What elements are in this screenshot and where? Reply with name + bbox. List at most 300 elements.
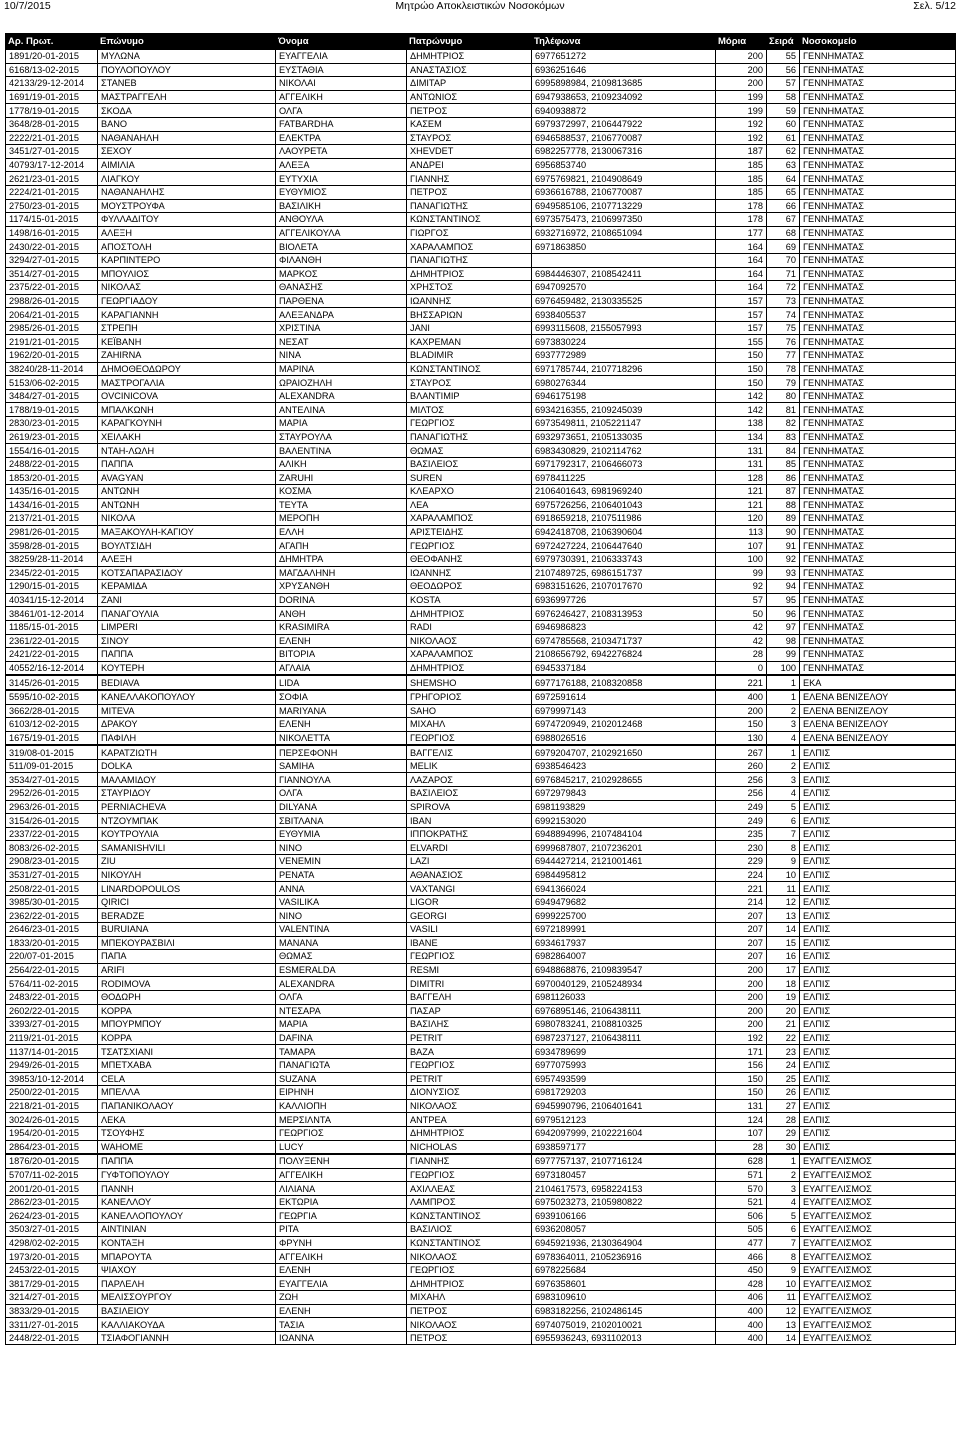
col-order-cell: 30 bbox=[767, 1140, 800, 1154]
col-hospital-cell: ΓΕΝΝΗΜΑΤΑΣ bbox=[800, 512, 956, 526]
col-points-cell: 187 bbox=[716, 145, 767, 159]
col-protocol-cell: 3451/27-01-2015 bbox=[6, 145, 98, 159]
col-points-cell: 628 bbox=[716, 1154, 767, 1168]
col-fathername-cell: ΘΕΟΔΩΡΟΣ bbox=[407, 580, 532, 594]
col-hospital-cell: ΕΛΠΙΣ bbox=[800, 855, 956, 869]
col-hospital-cell: ΓΕΝΝΗΜΑΤΑΣ bbox=[800, 485, 956, 499]
table-row bbox=[6, 185, 956, 199]
col-hospital-cell: ΓΕΝΝΗΜΑΤΑΣ bbox=[800, 172, 956, 186]
col-order-cell: 29 bbox=[767, 1126, 800, 1140]
col-hospital-cell: ΕΥΑΓΓΕΛΙΣΜΟΣ bbox=[800, 1318, 956, 1332]
col-phones-cell: 6956853740 bbox=[532, 158, 716, 172]
col-points-cell: 120 bbox=[716, 512, 767, 526]
col-surname-cell: ΦΥΛΛΑΔΙΤΟΥ bbox=[98, 213, 276, 227]
col-phones-cell: 6939106166 bbox=[532, 1209, 716, 1223]
col-surname-cell: ZANI bbox=[98, 593, 276, 607]
col-points-cell: 400 bbox=[716, 690, 767, 704]
table-row bbox=[6, 1304, 956, 1318]
col-surname-cell: BEDIAVA bbox=[98, 675, 276, 690]
col-hospital-cell: ΕΛΠΙΣ bbox=[800, 923, 956, 937]
col-hospital-cell: ΓΕΝΝΗΜΑΤΑΣ bbox=[800, 294, 956, 308]
col-points-cell: 121 bbox=[716, 485, 767, 499]
col-hospital-cell: ΓΕΝΝΗΜΑΤΑΣ bbox=[800, 77, 956, 91]
col-points-cell: 128 bbox=[716, 471, 767, 485]
col-hospital-cell: ΓΕΝΝΗΜΑΤΑΣ bbox=[800, 607, 956, 621]
table-row bbox=[6, 417, 956, 431]
col-phones-cell: 6973180457 bbox=[532, 1168, 716, 1182]
col-points-cell: 178 bbox=[716, 199, 767, 213]
col-points-cell: 121 bbox=[716, 498, 767, 512]
col-order-cell: 68 bbox=[767, 226, 800, 240]
col-hospital-cell: ΓΕΝΝΗΜΑΤΑΣ bbox=[800, 240, 956, 254]
col-points-cell: 178 bbox=[716, 213, 767, 227]
col-fathername-cell: ΑΧΙΛΛΕΑΣ bbox=[407, 1182, 532, 1196]
col-phones-cell: 6932716972, 2108651094 bbox=[532, 226, 716, 240]
col-fathername-cell: ΜΙΧΑΗΛ bbox=[407, 1291, 532, 1305]
col-surname-cell: ΚΑΝΕΛΛΟΥ bbox=[98, 1195, 276, 1209]
col-surname-cell: ΚΑΝΕΛΛΟΠΟΥΛΟΥ bbox=[98, 1209, 276, 1223]
col-protocol-header: Αρ. Πρωτ. bbox=[6, 34, 98, 50]
col-protocol-cell: 1853/20-01-2015 bbox=[6, 471, 98, 485]
col-hospital-cell: ΓΕΝΝΗΜΑΤΑΣ bbox=[800, 117, 956, 131]
col-name-cell: ΛΙΛΙΑΝΑ bbox=[276, 1182, 407, 1196]
col-points-cell: 157 bbox=[716, 294, 767, 308]
col-protocol-cell: 2985/26-01-2015 bbox=[6, 321, 98, 335]
col-name-cell: ΜΑΡΙΑ bbox=[276, 1018, 407, 1032]
col-protocol-cell: 1434/16-01-2015 bbox=[6, 498, 98, 512]
col-points-cell: 249 bbox=[716, 800, 767, 814]
table-row bbox=[6, 593, 956, 607]
col-name-cell: ΕΛΛΗ bbox=[276, 525, 407, 539]
col-fathername-cell: ΣΤΑΥΡΟΣ bbox=[407, 376, 532, 390]
col-order-cell: 27 bbox=[767, 1099, 800, 1113]
table-row bbox=[6, 294, 956, 308]
col-name-cell: ΤΑΣΙΑ bbox=[276, 1318, 407, 1332]
col-phones-cell: 6949585106, 2107713229 bbox=[532, 199, 716, 213]
col-phones-cell: 6983151626, 2107017670 bbox=[532, 580, 716, 594]
col-protocol-cell: 3393/27-01-2015 bbox=[6, 1018, 98, 1032]
col-fathername-cell: ΔΗΜΗΤΡΙΟΣ bbox=[407, 267, 532, 281]
col-fathername-cell: ΙΠΠΟΚΡΑΤΗΣ bbox=[407, 827, 532, 841]
col-points-cell: 185 bbox=[716, 158, 767, 172]
col-phones-cell: 6936251646 bbox=[532, 63, 716, 77]
col-order-cell: 1 bbox=[767, 1154, 800, 1168]
col-phones-cell: 6942418708, 2106390604 bbox=[532, 525, 716, 539]
col-order-cell: 1 bbox=[767, 745, 800, 759]
col-name-cell: ΝΙΝΟ bbox=[276, 841, 407, 855]
col-name-cell: ΜΑΡΙΑ bbox=[276, 417, 407, 431]
col-phones-cell: 6934789699 bbox=[532, 1045, 716, 1059]
table-row bbox=[6, 430, 956, 444]
col-surname-cell: ΨΙΑΧΟΥ bbox=[98, 1263, 276, 1277]
col-protocol-cell: 2421/22-01-2015 bbox=[6, 648, 98, 662]
col-hospital-cell: ΕΛΠΙΣ bbox=[800, 1126, 956, 1140]
col-protocol-cell: 3311/27-01-2015 bbox=[6, 1318, 98, 1332]
col-fathername-cell: ΓΙΩΡΓΟΣ bbox=[407, 226, 532, 240]
col-phones-cell: 6995898984, 2109813685 bbox=[532, 77, 716, 91]
col-fathername-cell: ΚΩΝΣΤΑΝΤΙΝΟΣ bbox=[407, 1209, 532, 1223]
col-protocol-cell: 1290/15-01-2015 bbox=[6, 580, 98, 594]
col-protocol-cell: 6168/13-02-2015 bbox=[6, 63, 98, 77]
col-hospital-cell: ΕΛΠΙΣ bbox=[800, 1018, 956, 1032]
col-name-cell: ΡΙΤΑ bbox=[276, 1223, 407, 1237]
col-phones-cell bbox=[532, 253, 716, 267]
col-protocol-cell: 3484/27-01-2015 bbox=[6, 389, 98, 403]
col-order-cell: 25 bbox=[767, 1072, 800, 1086]
col-order-cell: 13 bbox=[767, 1318, 800, 1332]
table-row bbox=[6, 172, 956, 186]
col-name-cell: ΕΥΤΥΧΙΑ bbox=[276, 172, 407, 186]
col-order-cell: 97 bbox=[767, 620, 800, 634]
col-phones-cell: 6971792317, 2106466073 bbox=[532, 457, 716, 471]
col-fathername-cell: ΠΑΝΑΓΙΩΤΗΣ bbox=[407, 199, 532, 213]
col-fathername-cell: ΓΕΩΡΓΙΟΣ bbox=[407, 731, 532, 745]
col-points-cell: 124 bbox=[716, 1113, 767, 1127]
col-order-cell: 55 bbox=[767, 50, 800, 64]
col-protocol-cell: 1498/16-01-2015 bbox=[6, 226, 98, 240]
col-fathername-cell: ΔΗΜΗΤΡΙΟΣ bbox=[407, 607, 532, 621]
col-phones-cell: 6999225700 bbox=[532, 909, 716, 923]
col-points-cell: 134 bbox=[716, 430, 767, 444]
table-row bbox=[6, 1223, 956, 1237]
col-phones-cell: 6936997726 bbox=[532, 593, 716, 607]
col-name-cell: VASILIKA bbox=[276, 895, 407, 909]
col-protocol-cell: 3985/30-01-2015 bbox=[6, 895, 98, 909]
col-phones-cell: 6976459482, 2130335525 bbox=[532, 294, 716, 308]
table-row bbox=[6, 50, 956, 64]
col-name-cell: ΜΑΝΑΝΑ bbox=[276, 936, 407, 950]
col-order-cell: 11 bbox=[767, 882, 800, 896]
col-name-cell: ΑΓΓΕΛΙΚΗ bbox=[276, 90, 407, 104]
col-phones-cell: 6976895146, 2106438111 bbox=[532, 1004, 716, 1018]
table-row bbox=[6, 731, 956, 745]
col-fathername-cell: ΒΑΖΑ bbox=[407, 1045, 532, 1059]
col-phones-cell: 6978225684 bbox=[532, 1263, 716, 1277]
table-row bbox=[6, 1045, 956, 1059]
col-surname-cell: ΣΤΑΥΡΙΔΟΥ bbox=[98, 787, 276, 801]
col-name-cell: ΕΛΕΝΗ bbox=[276, 634, 407, 648]
col-fathername-cell: RESMI bbox=[407, 963, 532, 977]
col-surname-cell: ΚΑΡΑΤΖΙΩΤΗ bbox=[98, 745, 276, 759]
col-hospital-cell: ΓΕΝΝΗΜΑΤΑΣ bbox=[800, 444, 956, 458]
col-hospital-cell: ΓΕΝΝΗΜΑΤΑΣ bbox=[800, 620, 956, 634]
col-surname-cell: RODIMOVA bbox=[98, 977, 276, 991]
col-order-cell: 9 bbox=[767, 855, 800, 869]
table-row bbox=[6, 566, 956, 580]
col-hospital-cell: ΕΛΠΙΣ bbox=[800, 963, 956, 977]
table-row bbox=[6, 936, 956, 950]
col-fathername-cell: ΓΕΩΡΓΙΟΣ bbox=[407, 1263, 532, 1277]
col-points-cell: 150 bbox=[716, 349, 767, 363]
table-row bbox=[6, 882, 956, 896]
col-fathername-cell: ΠΑΝΑΓΙΩΤΗΣ bbox=[407, 430, 532, 444]
col-fathername-cell: ΚΑΣΕΜ bbox=[407, 117, 532, 131]
col-name-cell: ΕΚΤΩΡΙΑ bbox=[276, 1195, 407, 1209]
col-phones-cell: 6976246427, 2108313953 bbox=[532, 607, 716, 621]
col-hospital-cell: ΕΚΑ bbox=[800, 675, 956, 690]
table-row bbox=[6, 199, 956, 213]
col-surname-cell: ΣΚΟΔΑ bbox=[98, 104, 276, 118]
col-points-cell: 150 bbox=[716, 1086, 767, 1100]
col-points-cell: 200 bbox=[716, 63, 767, 77]
col-phones-cell: 6979512123 bbox=[532, 1113, 716, 1127]
col-name-cell: ΡΕΝΑΤΑ bbox=[276, 868, 407, 882]
col-name-cell: ΓΙΑΝΝΟΥΛΑ bbox=[276, 773, 407, 787]
col-name-cell: ΠΑΝΑΓΙΩΤΑ bbox=[276, 1058, 407, 1072]
table-row bbox=[6, 498, 956, 512]
col-order-cell: 3 bbox=[767, 1182, 800, 1196]
col-protocol-cell: 2963/26-01-2015 bbox=[6, 800, 98, 814]
col-surname-cell: ΣΤΡΕΠΗ bbox=[98, 321, 276, 335]
col-surname-cell: ΑΙΝΤΙΝΙΑΝ bbox=[98, 1223, 276, 1237]
table-row bbox=[6, 308, 956, 322]
col-points-cell: 157 bbox=[716, 308, 767, 322]
col-surname-cell: ΚΑΛΛΙΑΚΟΥΔΑ bbox=[98, 1318, 276, 1332]
col-protocol-cell: 1778/19-01-2015 bbox=[6, 104, 98, 118]
col-hospital-cell: ΕΛΕΝΑ ΒΕΝΙΖΕΛΟΥ bbox=[800, 704, 956, 718]
col-fathername-cell: ΑΝΤΡΕΑ bbox=[407, 1113, 532, 1127]
col-surname-cell: ΚΑΡΑΓΚΟΥΝΗ bbox=[98, 417, 276, 431]
col-name-cell: LIDA bbox=[276, 675, 407, 690]
col-hospital-cell: ΕΛΠΙΣ bbox=[800, 990, 956, 1004]
col-surname-cell: MITEVA bbox=[98, 704, 276, 718]
col-points-cell: 199 bbox=[716, 90, 767, 104]
table-row bbox=[6, 1018, 956, 1032]
col-points-cell: 100 bbox=[716, 552, 767, 566]
col-order-cell: 10 bbox=[767, 868, 800, 882]
col-fathername-cell: ΒΑΣΙΛΗΣ bbox=[407, 1018, 532, 1032]
col-hospital-cell: ΕΛΠΙΣ bbox=[800, 800, 956, 814]
col-name-cell: ΦΡΥΝΗ bbox=[276, 1236, 407, 1250]
col-name-cell: LUCY bbox=[276, 1140, 407, 1154]
col-fathername-cell: KOSTA bbox=[407, 593, 532, 607]
col-order-header: Σειρά bbox=[767, 34, 800, 50]
col-protocol-cell: 39853/10-12-2014 bbox=[6, 1072, 98, 1086]
col-hospital-cell: ΕΛΕΝΑ ΒΕΝΙΖΕΛΟΥ bbox=[800, 731, 956, 745]
col-fathername-cell: ΔΙΟΝΥΣΙΟΣ bbox=[407, 1086, 532, 1100]
col-points-cell: 192 bbox=[716, 117, 767, 131]
col-surname-cell: ΠΑΠΑ bbox=[98, 950, 276, 964]
col-protocol-cell: 42133/29-12-2014 bbox=[6, 77, 98, 91]
col-name-cell: DAFINA bbox=[276, 1031, 407, 1045]
col-phones-cell: 6974720949, 2102012468 bbox=[532, 718, 716, 732]
col-order-cell: 14 bbox=[767, 923, 800, 937]
col-points-cell: 477 bbox=[716, 1236, 767, 1250]
col-order-cell: 69 bbox=[767, 240, 800, 254]
col-protocol-cell: 2119/21-01-2015 bbox=[6, 1031, 98, 1045]
col-points-cell: 207 bbox=[716, 923, 767, 937]
col-protocol-cell: 2646/23-01-2015 bbox=[6, 923, 98, 937]
col-points-cell: 521 bbox=[716, 1195, 767, 1209]
col-fathername-cell: ΙΒΑΝ bbox=[407, 814, 532, 828]
col-protocol-cell: 2619/23-01-2015 bbox=[6, 430, 98, 444]
col-points-cell: 400 bbox=[716, 1318, 767, 1332]
col-phones-cell: 6977757137, 2107716124 bbox=[532, 1154, 716, 1168]
col-surname-cell: ΠΑΝΑΓΟΥΛΙΑ bbox=[98, 607, 276, 621]
col-phones-cell: 6984446307, 2108542411 bbox=[532, 267, 716, 281]
col-fathername-cell: ΛΑΖΑΡΟΣ bbox=[407, 773, 532, 787]
page-header bbox=[0, 0, 960, 14]
table-row bbox=[6, 963, 956, 977]
col-fathername-cell: RADI bbox=[407, 620, 532, 634]
col-hospital-cell: ΓΕΝΝΗΜΑΤΑΣ bbox=[800, 267, 956, 281]
col-points-header: Μόρια bbox=[716, 34, 767, 50]
col-order-cell: 94 bbox=[767, 580, 800, 594]
col-surname-cell: ΠΑΝΝΗ bbox=[98, 1182, 276, 1196]
table-row bbox=[6, 868, 956, 882]
col-order-cell: 61 bbox=[767, 131, 800, 145]
col-hospital-cell: ΓΕΝΝΗΜΑΤΑΣ bbox=[800, 199, 956, 213]
col-points-cell: 450 bbox=[716, 1263, 767, 1277]
col-points-cell: 157 bbox=[716, 321, 767, 335]
col-points-cell: 113 bbox=[716, 525, 767, 539]
col-surname-cell: ΜΑΣΤΡΟΓΑΛΙΑ bbox=[98, 376, 276, 390]
col-name-cell: ΟΛΓΑ bbox=[276, 787, 407, 801]
table-row bbox=[6, 1263, 956, 1277]
col-order-cell: 62 bbox=[767, 145, 800, 159]
col-hospital-cell: ΕΛΠΙΣ bbox=[800, 1113, 956, 1127]
col-surname-cell: ΜΠΕΚΟΥΡΑΣΒΙΛΙ bbox=[98, 936, 276, 950]
col-fathername-cell: VASILI bbox=[407, 923, 532, 937]
col-points-cell: 207 bbox=[716, 950, 767, 964]
col-hospital-cell: ΓΕΝΝΗΜΑΤΑΣ bbox=[800, 158, 956, 172]
col-surname-cell: PERNIACHEVA bbox=[98, 800, 276, 814]
col-phones-cell: 6981126033 bbox=[532, 990, 716, 1004]
table-row bbox=[6, 539, 956, 553]
col-order-cell: 7 bbox=[767, 827, 800, 841]
col-order-cell: 16 bbox=[767, 950, 800, 964]
col-phones-cell: 6957493599 bbox=[532, 1072, 716, 1086]
col-name-cell: ΘΩΜΑΣ bbox=[276, 950, 407, 964]
col-phones-cell: 6993115608, 2155057993 bbox=[532, 321, 716, 335]
col-points-cell: 505 bbox=[716, 1223, 767, 1237]
col-order-cell: 24 bbox=[767, 1058, 800, 1072]
col-hospital-cell: ΓΕΝΝΗΜΑΤΑΣ bbox=[800, 104, 956, 118]
col-hospital-cell: ΕΥΑΓΓΕΛΙΣΜΟΣ bbox=[800, 1331, 956, 1345]
col-protocol-cell: 2361/22-01-2015 bbox=[6, 634, 98, 648]
col-phones-cell: 6977651272 bbox=[532, 50, 716, 64]
col-phones-cell: 6973549811, 2105221147 bbox=[532, 417, 716, 431]
col-fathername-cell: ΠΕΤΡΟΣ bbox=[407, 185, 532, 199]
col-hospital-cell: ΓΕΝΝΗΜΑΤΑΣ bbox=[800, 90, 956, 104]
col-points-cell: 185 bbox=[716, 172, 767, 186]
table-row bbox=[6, 253, 956, 267]
col-surname-cell: ΛΙΑΓΚΟΥ bbox=[98, 172, 276, 186]
col-surname-cell: ΜΟΥΣΤΡΟΥΦΑ bbox=[98, 199, 276, 213]
col-name-cell: ΕΥΑΓΓΕΛΙΑ bbox=[276, 50, 407, 64]
col-fathername-cell: ΣΤΑΥΡΟΣ bbox=[407, 131, 532, 145]
table-row bbox=[6, 827, 956, 841]
header-row bbox=[6, 34, 956, 50]
col-order-cell: 18 bbox=[767, 977, 800, 991]
table-row bbox=[6, 1209, 956, 1223]
col-fathername-cell: ΠΕΤΡΟΣ bbox=[407, 1304, 532, 1318]
col-phones-cell: 6936616788, 2106770087 bbox=[532, 185, 716, 199]
col-fathername-cell: ΒΗΣΣΑΡΙΩΝ bbox=[407, 308, 532, 322]
col-name-cell: ΕΛΕΝΗ bbox=[276, 1304, 407, 1318]
col-name-cell: ΝΤΕΣΑΡΑ bbox=[276, 1004, 407, 1018]
col-fathername-cell: ΒΑΓΓΕΛΙΣ bbox=[407, 745, 532, 759]
table-row bbox=[6, 240, 956, 254]
col-points-cell: 142 bbox=[716, 389, 767, 403]
col-phones-cell: 6976845217, 2102928655 bbox=[532, 773, 716, 787]
col-fathername-cell: ΒΑΣΙΛΕΙΟΣ bbox=[407, 457, 532, 471]
col-fathername-cell: DIMITRI bbox=[407, 977, 532, 991]
col-name-cell: ΛΑΟΥΡΕΤΑ bbox=[276, 145, 407, 159]
col-name-cell: ΑΓΓΕΛΙΚΟΥΛΑ bbox=[276, 226, 407, 240]
col-order-cell: 72 bbox=[767, 281, 800, 295]
col-points-cell: 256 bbox=[716, 773, 767, 787]
col-order-cell: 22 bbox=[767, 1031, 800, 1045]
col-phones-cell: 6982864007 bbox=[532, 950, 716, 964]
col-hospital-cell: ΕΛΠΙΣ bbox=[800, 950, 956, 964]
col-protocol-cell: 5595/10-02-2015 bbox=[6, 690, 98, 704]
col-surname-cell: ΣΕΧΟΥ bbox=[98, 145, 276, 159]
col-name-cell: ΑΓΑΠΗ bbox=[276, 539, 407, 553]
col-order-cell: 78 bbox=[767, 362, 800, 376]
col-phones-cell: 6938405537 bbox=[532, 308, 716, 322]
col-hospital-cell: ΓΕΝΝΗΜΑΤΑΣ bbox=[800, 430, 956, 444]
col-surname-cell: ΛΕΚΑ bbox=[98, 1113, 276, 1127]
col-name-cell: SUZANA bbox=[276, 1072, 407, 1086]
col-phones-cell: 6978364011, 2105236916 bbox=[532, 1250, 716, 1264]
table-row bbox=[6, 895, 956, 909]
col-hospital-cell: ΓΕΝΝΗΜΑΤΑΣ bbox=[800, 634, 956, 648]
col-phones-cell: 6983109610 bbox=[532, 1291, 716, 1305]
col-phones-cell: 6979997143 bbox=[532, 704, 716, 718]
col-phones-cell: 6977176188, 2108320858 bbox=[532, 675, 716, 690]
col-hospital-cell: ΓΕΝΝΗΜΑΤΑΣ bbox=[800, 403, 956, 417]
col-points-cell: 57 bbox=[716, 593, 767, 607]
col-hospital-cell: ΓΕΝΝΗΜΑΤΑΣ bbox=[800, 376, 956, 390]
col-order-cell: 2 bbox=[767, 1168, 800, 1182]
col-protocol-cell: 1891/20-01-2015 bbox=[6, 50, 98, 64]
col-order-cell: 64 bbox=[767, 172, 800, 186]
table-row bbox=[6, 1331, 956, 1345]
col-surname-cell: ΜΠΟΥΡΜΠΟΥ bbox=[98, 1018, 276, 1032]
col-hospital-cell: ΕΛΠΙΣ bbox=[800, 773, 956, 787]
table-row bbox=[6, 1250, 956, 1264]
col-name-cell: ΕΛΕΚΤΡΑ bbox=[276, 131, 407, 145]
col-phones-cell: 6945921936, 2130364904 bbox=[532, 1236, 716, 1250]
col-protocol-cell: 38240/28-11-2014 bbox=[6, 362, 98, 376]
col-order-cell: 79 bbox=[767, 376, 800, 390]
col-fathername-cell: ELVARDI bbox=[407, 841, 532, 855]
col-fathername-cell: ΒΑΣΙΛΙΟΣ bbox=[407, 1223, 532, 1237]
table-row bbox=[6, 773, 956, 787]
col-surname-cell: QIRICI bbox=[98, 895, 276, 909]
col-name-cell: ANNA bbox=[276, 882, 407, 896]
col-name-cell: ΣΤΑΥΡΟΥΛΑ bbox=[276, 430, 407, 444]
col-surname-cell: ΚΟΤΣΑΠΑΡΑΣΙΔΟΥ bbox=[98, 566, 276, 580]
col-points-cell: 230 bbox=[716, 841, 767, 855]
col-phones-cell: 6947092570 bbox=[532, 281, 716, 295]
col-hospital-cell: ΓΕΝΝΗΜΑΤΑΣ bbox=[800, 63, 956, 77]
col-fathername-cell: ΓΕΩΡΓΙΟΣ bbox=[407, 1168, 532, 1182]
col-name-cell: ΚΟΣΜΑ bbox=[276, 485, 407, 499]
table-row bbox=[6, 620, 956, 634]
col-protocol-cell: 40552/16-12-2014 bbox=[6, 661, 98, 675]
col-order-cell: 4 bbox=[767, 731, 800, 745]
col-surname-cell: ΑΝΤΩΝΗ bbox=[98, 498, 276, 512]
col-order-cell: 5 bbox=[767, 1209, 800, 1223]
col-points-cell: 131 bbox=[716, 1099, 767, 1113]
col-protocol-cell: 5153/06-02-2015 bbox=[6, 376, 98, 390]
col-hospital-cell: ΕΛΠΙΣ bbox=[800, 1004, 956, 1018]
col-phones-cell: 6947938653, 2109234092 bbox=[532, 90, 716, 104]
col-phones-cell: 6978411225 bbox=[532, 471, 716, 485]
table-row bbox=[6, 909, 956, 923]
